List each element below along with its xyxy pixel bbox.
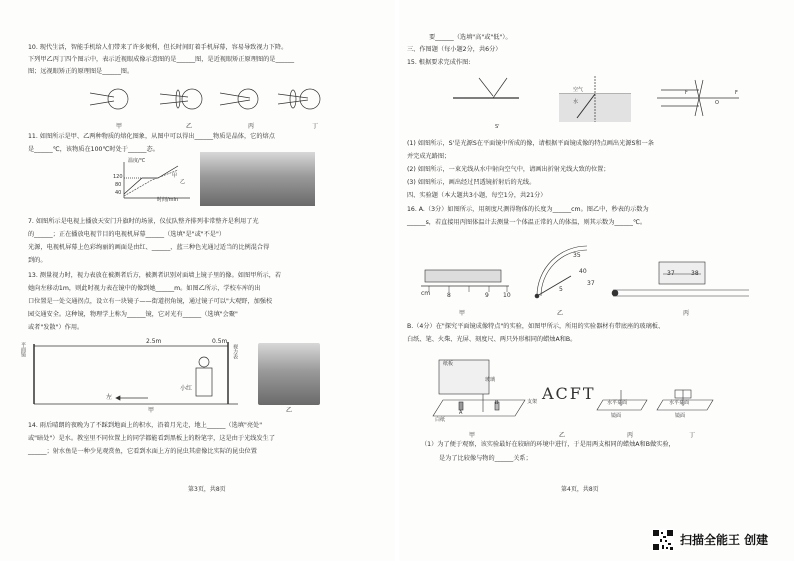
ruler-8: 8	[447, 292, 451, 299]
candle-b-label: B	[495, 400, 499, 406]
water-label: 水	[573, 99, 579, 105]
stopwatch-35: 35	[573, 252, 581, 259]
scanner-brand: 扫描全能王 创建	[680, 533, 769, 547]
right-footer: 第4页，共8页	[561, 486, 599, 493]
ruler-9: 9	[485, 292, 489, 299]
eye-test-diagram	[28, 338, 258, 410]
thermometer	[609, 256, 759, 300]
q15-part1: (1) 如图所示，S'是光源S在平面镜中所成的像，请根据平面镜成像的特点画出光源S和一条	[407, 140, 654, 147]
eye-diagrams	[88, 84, 348, 124]
q16B-sub2: 是为了比较像与物的______关系；	[439, 455, 532, 462]
glass-label: 玻璃	[485, 377, 496, 383]
ruler-10: 10	[503, 292, 511, 299]
q12-line3: 光源，电视机屏幕上色彩绚丽的画面是由红、______、蓝三种色光通过适当的比例混合得	[28, 244, 270, 251]
graph-tick-40: 40	[115, 190, 122, 196]
flag-raising-photo	[200, 152, 315, 206]
stopwatch-40: 40	[579, 268, 587, 275]
q12-line2: 的______；正在播放电视节目的电视机屏幕______（选填"是"或"不是"）	[28, 231, 226, 238]
glass-label-2: 镜面	[675, 413, 686, 419]
fig16b-cap-a: 甲	[469, 432, 476, 439]
candle-a-label: A	[459, 410, 463, 416]
left-page	[0, 0, 395, 561]
q11-line2: 是______℃，该物质在100℃时处于______态。	[28, 146, 159, 153]
stopwatch-5: 5	[559, 286, 563, 293]
thermo-38: 38	[691, 270, 699, 277]
q14-line3: ______；射水鱼是一种少见观赏鱼，它看到水面上方的昆虫其虚像比实际的昆虫位置	[28, 448, 257, 455]
section-3-title: 三、作图题（每小题2分，共6分）	[407, 46, 502, 53]
eye-label-b: 乙	[186, 123, 193, 130]
q13-line2: 她向左移动1m，则此时视力表在镜中的像到她______m。如图乙所示，学校车库的出	[28, 285, 261, 292]
fig16b-cap-b: 乙	[559, 432, 566, 439]
eye-label-d: 丁	[312, 123, 319, 130]
thermo-37: 37	[667, 270, 675, 277]
q15-part1b: 并完成光路图；	[407, 153, 451, 160]
eye-test-cap-b: 乙	[286, 407, 293, 414]
q14-line1: 14. 雨后晴朗的夜晚为了不踩到地面上的积水，沿着月光走，地上______（选填"亮处"	[28, 422, 263, 429]
ruler-unit: cm	[421, 290, 431, 297]
q12-line1: 7. 如图所示是电视上播放天安门升旗时的场景，仪仗队整齐排列非常整齐是利用了光	[28, 218, 259, 225]
chart-label: 视力表	[232, 344, 238, 359]
q16B-line2: 白纸、笔、火柴、光屏、刻度尺、两只外形相同的蜡烛A和B。	[407, 336, 577, 343]
q10-line1: 10. 现代生活，智能手机给人们带来了许多便利，但长时间盯着手机屏幕，容易导致视力下降。	[28, 44, 288, 51]
eye-label-a: 甲	[116, 123, 123, 130]
air-label: 空气	[573, 87, 584, 93]
q13-line5: 或者"发散"）作用。	[28, 324, 84, 331]
origin-label: O	[715, 100, 719, 106]
q13-line4: 园交通安全。这种镜，物理学上称为______镜，它对光有______（选填"会聚"	[28, 311, 238, 318]
fig16-cap-b: 乙	[557, 310, 564, 317]
focus-left-label: F	[685, 90, 688, 96]
eye-test-cap-a: 甲	[148, 407, 155, 414]
stand-label: 支架	[527, 399, 538, 405]
focus-right-label: F	[735, 90, 738, 96]
q14-line2: 或"暗处"）是水。教室里不同位置上的同学都能看到黑板上的粉笔字，这是由于光线发生了	[28, 435, 276, 442]
graph-series-a: 甲	[172, 173, 178, 179]
table-label-1: 水平桌面	[607, 400, 628, 406]
mirror-label: 平面镜	[20, 342, 26, 357]
stopwatch-37: 37	[587, 280, 595, 287]
q16B-sub1: （1）为了便于观察，该实验最好在较暗的环境中进行，于是用两支相同的蜡烛A和B做实验，	[421, 441, 675, 448]
direction-left: 左	[106, 394, 113, 401]
fig16b-cap-d: 丁	[689, 432, 696, 439]
convex-mirror-photo	[258, 343, 320, 405]
q16-line2: ______s，若直接用丙图体温计去测量一个体温正常的人的体温，则其示数为______℃。	[407, 219, 647, 226]
qr-code-icon	[652, 529, 674, 551]
graph-tick-80: 80	[115, 182, 122, 188]
image-s-label: S'	[495, 124, 500, 130]
q15-title: 15. 根据要求完成作图:	[407, 59, 471, 66]
fig16b-cap-c: 丙	[627, 432, 634, 439]
eye-label-c: 丙	[248, 123, 255, 130]
graph-y-label: 温度/℃	[128, 158, 146, 164]
fig16-cap-a: 甲	[459, 310, 466, 317]
section-4-title: 四、实验题（本大题共3小题，每空1分，共21分）	[407, 192, 547, 199]
white-paper-label: 白纸	[435, 417, 446, 423]
q11-line1: 11. 如图所示是甲、乙两种物质的熔化图象，从图中可以得出______物质是晶体，它的熔点	[28, 133, 275, 140]
q15-part2: (2) 如图所示，一束光线从水中射向空气中，请画出折射光线大致的位置；	[407, 166, 610, 173]
ruler	[419, 268, 511, 302]
letters-acft: ACFT	[542, 384, 596, 403]
distance-2-5m: 2.5m	[146, 338, 162, 345]
glass-label-1: 镜面	[611, 413, 622, 419]
q10-line2: 下列甲乙丙丁四个图示中，表示近视眼成像示意图的是______图，是近视眼矫正原理图的是______	[28, 56, 295, 63]
paper-label: 纸板	[443, 361, 454, 367]
distance-0-5m: 0.5m	[212, 338, 228, 345]
table-label-2: 水平桌面	[669, 400, 690, 406]
q16-line1: 16. A.（3分）如图所示，用刻度尺测得物体的长度为______cm。图乙中，秒表的示数为	[407, 206, 649, 213]
graph-tick-120: 120	[113, 174, 123, 180]
fig16-cap-c: 丙	[683, 310, 690, 317]
ray-diagrams	[449, 72, 739, 128]
left-footer: 第3页，共8页	[188, 486, 226, 493]
q13-line1: 13. 测量视力时，视力表放在被测者后方，被测者识别对面墙上镜子里的像。如图甲所示，若	[28, 272, 282, 279]
q15-part3: (3) 如图所示，画出经过凹透镜折射后的光线。	[407, 179, 536, 186]
person-label: 小红	[180, 385, 193, 392]
q12-line4: 到的。	[28, 257, 47, 264]
q10-line3: 图；远视眼矫正的原理图是______图。	[28, 68, 134, 75]
r-top-line: 要______（选填"高"或"低"）。	[429, 34, 512, 41]
q16B-line1: B.（4分）在"探究平面镜成像特点"的实验，如图甲所示，所用的实验器材有带底座的玻璃板、	[407, 323, 665, 330]
graph-series-b: 乙	[180, 179, 186, 185]
graph-x-label: 时间/min	[157, 197, 179, 203]
right-page	[399, 0, 794, 561]
q13-line3: 口位置是一处交通拐点，设立有一块镜子——街道拐角镜，通过镜子可以"大观野，加强校	[28, 298, 273, 305]
